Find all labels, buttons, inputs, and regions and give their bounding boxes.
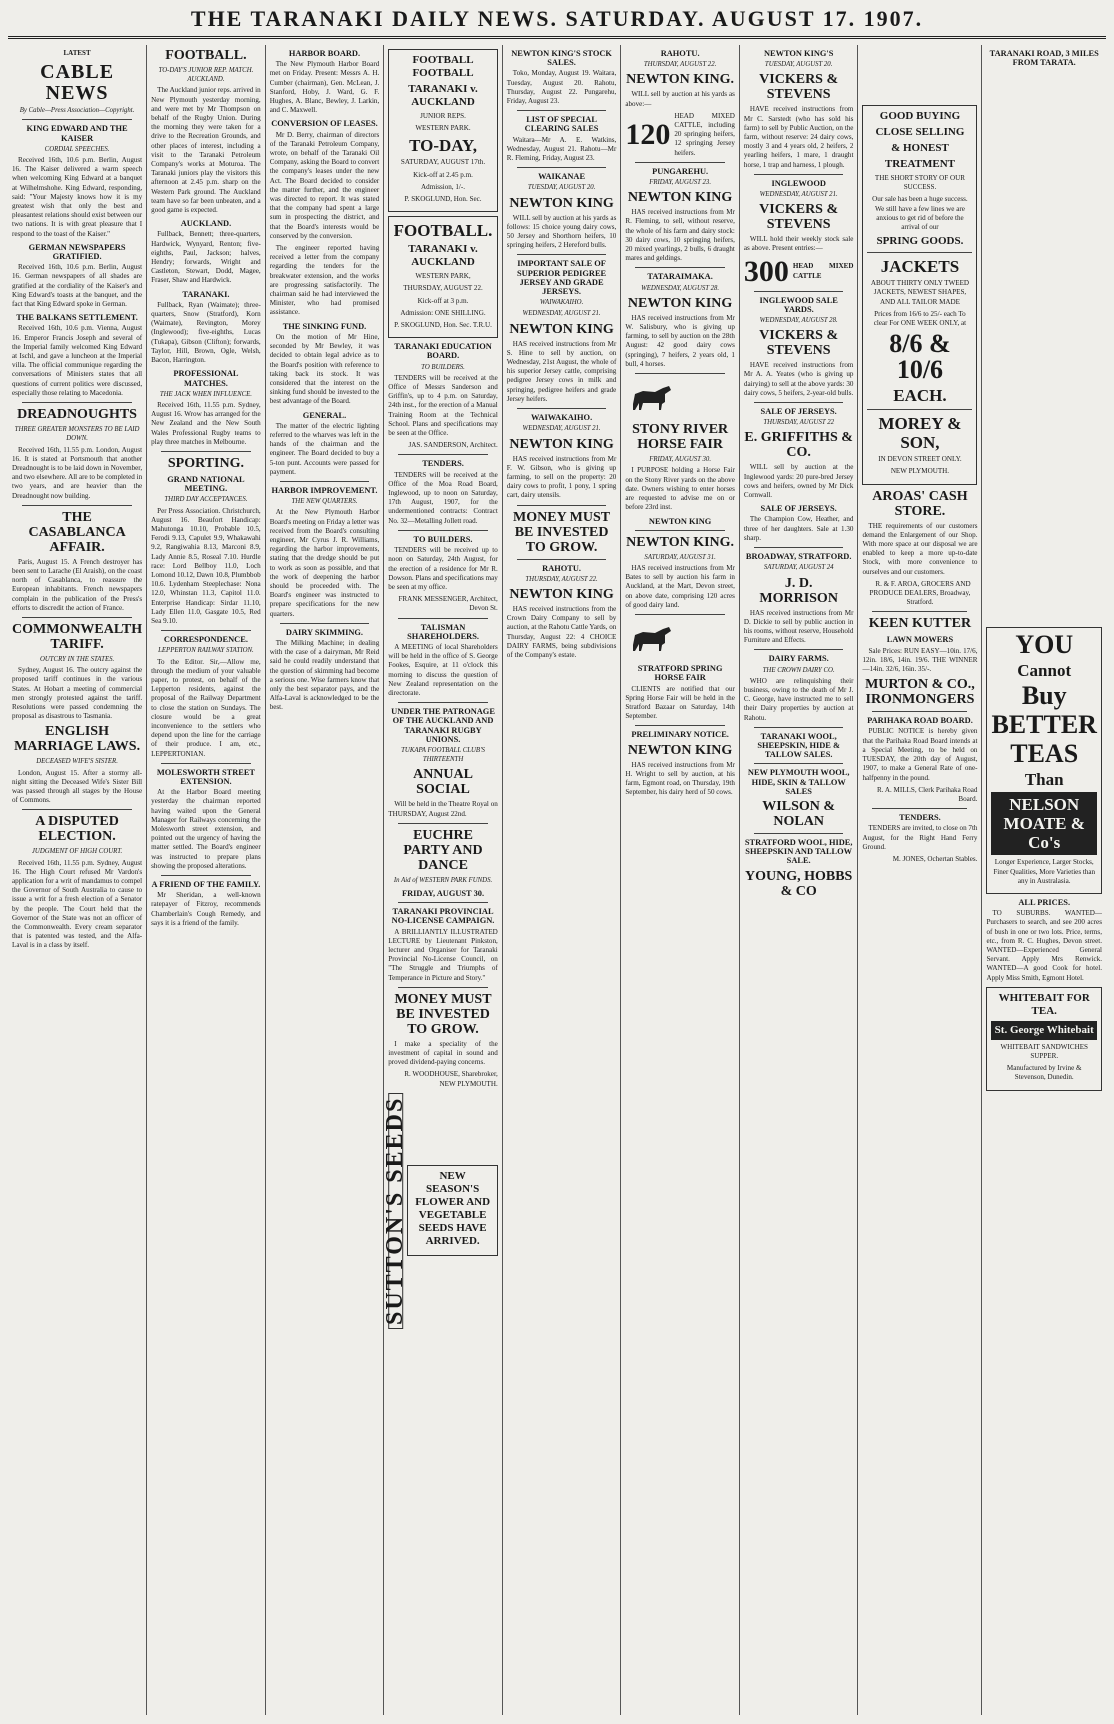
ad-text: WILL hold their weekly stock sale as above. Present entries:— — [743, 235, 854, 253]
ad-heading: TENDERS. — [422, 459, 464, 469]
subheadline: THE NEW QUARTERS. — [291, 498, 358, 506]
article-text: Received 16th, 11.55 p.m. Sydney, August 16. Wrow has arranged for the New Zealand and the New South Wales Professional Rugby teams to play three matches in Melbourne. — [151, 400, 261, 446]
divider — [517, 254, 607, 255]
ad-sign: M. JONES, Ochertan Stables. — [892, 854, 978, 863]
divider — [22, 505, 132, 506]
subheadline: DECEASED WIFE'S SISTER. — [36, 758, 118, 766]
ad-big-heading: AROAS' CASH STORE. — [872, 488, 968, 519]
column-6 — [621, 45, 740, 1715]
headline: HARBOR BOARD. — [288, 49, 361, 58]
auctioneer-name: NEWTON KING — [627, 190, 733, 206]
headline: A DISPUTED ELECTION. — [35, 814, 119, 845]
divider — [280, 481, 370, 482]
ad-line: Admission, 1/-. — [421, 182, 465, 191]
article-text: Paris, August 15. A French destroyer has been sent to Larache (El Araish), on the coast north of Casablanca, to reassure the European inhabitants. French newspapers complain in the publication of the Press's efforts to discredit the action of France. — [12, 557, 143, 612]
auctioneer-name: VICKERS & STEVENS — [759, 328, 839, 359]
article-text: The engineer reported having received a letter from the company regarding the tenders for the breakwater extension, and the works are progressing satisfactorily. The chairman said he had interviewed the Minister, who had promised assistance. — [269, 244, 380, 317]
ad-heading: NEW PLYMOUTH WOOL, HIDE, SKIN & TALLOW SALES — [747, 768, 850, 796]
article-text: Received 16th, 10.6 p.m. Vienna, August 16. Emperor Francis Joseph and several of the Imperial family welcomed King Edward at Ischl, and gave a luncheon at the Imperial villa. The official communique regarding the conversations of Ministers states that all questions of current politics were discussed, especially those relating to Macedonia. — [12, 324, 143, 397]
ad-heading: STRATFORD SPRING HORSE FAIR — [637, 664, 723, 683]
ad-heading: RAHOTU. — [660, 49, 700, 58]
cattle-count: 300 — [743, 254, 789, 288]
cattle-count-block — [625, 112, 735, 158]
headline: THE BALKANS SETTLEMENT. — [16, 313, 138, 323]
ad-heading: TENDERS. — [899, 813, 941, 823]
ad-heading: SALE OF JERSEYS. — [760, 504, 837, 514]
masthead: THE TARANAKI DAILY NEWS. SATURDAY. AUGUST 17. 1907. — [8, 6, 1106, 39]
article-text: Received 16th, 10.6 p.m. Berlin, August 16. The Kaiser delivered a warm speech when welcoming King Edward at a banquet at Wilhelmshohe. King Edward, responding, said: "Your Majesty knows how it is my greatest wish that only the best and pleasantest relations should exist between our two nations. It is with great pleasure that I respond to the toast of the Kaiser." — [12, 156, 143, 238]
article-text: To the Editor. Sir,—Allow me, through the medium of your valuable paper, to protest, on behalf of the Lepperton residents, against the proposal of the Railway Department to close the station on Sundays. The closure would be a great inconvenience to the settlers who depend upon the line for the carriage of their produce. I am, etc., LEPPERTONIAN. — [151, 657, 261, 758]
divider — [398, 618, 488, 619]
auctioneer-name: NEWTON KING — [509, 321, 614, 337]
divider — [635, 614, 725, 615]
ad-brand: St. George Whitebait — [991, 1021, 1097, 1040]
divider — [398, 702, 488, 703]
subheadline: AUCKLAND. — [180, 219, 232, 229]
ad-date: THURSDAY, AUGUST 22. — [525, 575, 598, 583]
subheadline: CONVERSION OF LEASES. — [271, 119, 378, 129]
ad-line: & HONEST — [891, 142, 949, 154]
divider — [754, 763, 844, 764]
ad-subheading: In Aid of WESTERN PARK FUNDS. — [393, 876, 493, 884]
auctioneer-name: NEWTON KING — [648, 516, 712, 526]
divider — [754, 174, 844, 175]
ad-line: TO-DAY, — [409, 136, 477, 156]
ad-heading: TO BUILDERS. — [413, 534, 473, 544]
ad-big-heading: MONEY MUST BE INVESTED TO GROW. — [394, 991, 492, 1037]
auctioneer-name: NEWTON KING — [509, 195, 614, 211]
headline: GERMAN NEWSPAPERS GRATIFIED. — [28, 242, 126, 262]
ad-line: GOOD BUYING — [879, 110, 961, 122]
auctioneer-name: NEWTON KING — [627, 742, 733, 758]
divider — [22, 617, 132, 618]
ad-line: Buy — [1021, 681, 1067, 711]
article-text: Fullback, Ryan (Waimate); three-quarters, Snow (Stratford), Korn (Waimate), Revington, Morey (Inglewood); five-eighths, Lucas (Tukapa), Gibson (Clifton); forwards, Taylor, Hill, Brown, Ogle, Welsh, Bacon, Harrington. — [151, 300, 261, 365]
ad-line: WHITEBAIT FOR TEA. — [998, 991, 1090, 1017]
ad-line: TARANAKI v. AUCKLAND — [408, 243, 478, 269]
ad-brand: MOREY & SON, — [878, 414, 962, 453]
ad-text: CLIENTS are notified that our Spring Horse Fair will be held in the Stratford Bazaar on Saturday, 14th September. — [625, 684, 735, 721]
article-text: The Auckland junior reps. arrived in New Plymouth yesterday morning, and were met by Mr Thompson on behalf of the Rugby Union. During the morning they were taken for a drive to the Recreation Grounds, and other places of interest, including a visit to the Taranaki Petroleum Company's works at Moturoa. The Taranaki juniors play the visitors this afternoon at 2.45 p.m. sharp on the Western Park ground. The Auckland team have so far been unbeaten, and a good game is expected. — [151, 86, 261, 215]
football-ad — [388, 49, 498, 212]
ad-text: WILL sell by auction at his yards as above:— — [625, 90, 735, 108]
divider — [398, 823, 488, 824]
ad-heading: DAIRY FARMS. — [768, 654, 829, 664]
ad-text: HAS received instructions from Mr S. Hine to sell by auction, on Wednesday, 21st August, the whole of his superior Jersey cattle, comprising pedigree Jersey cows in milk and springing, pedigree heifers and grade Jersey heifers. — [506, 339, 617, 403]
divider — [872, 711, 967, 712]
divider — [398, 987, 488, 988]
ad-heading: ALL PRICES. — [1018, 898, 1071, 908]
ad-heading: TARANAKI ROAD, 3 MILES FROM TARATA. — [989, 49, 1099, 68]
ad-text: The Champion Cow, Heather, and three of her daughters. Sale at 1.30 sharp. — [743, 515, 854, 542]
cattle-count-block — [743, 254, 854, 288]
columns — [8, 45, 1106, 1715]
ad-heading: UNDER THE PATRONAGE OF THE AUCKLAND AND TARANAKI RUGBY UNIONS. — [391, 707, 495, 744]
ad-date: THURSDAY, AUGUST 22 — [763, 419, 835, 427]
ad-text: HAS received instructions from the Crown Dairy Company to sell by auction, at the Rahotu Cattle Yards, on Thursday, August 22: 4 CHOICE DAIRY FARMS, being subdivisions of the Company's estate. — [506, 604, 617, 659]
seeds-ad — [382, 1093, 498, 1329]
ad-line: IN DEVON STREET ONLY. — [878, 455, 962, 464]
ad-heading: INGLEWOOD SALE YARDS. — [759, 295, 838, 314]
divider — [398, 902, 488, 903]
column-7 — [740, 45, 859, 1715]
divider — [867, 409, 972, 410]
ad-heading: NEWTON KING'S — [763, 49, 834, 58]
ad-line: CLOSE SELLING — [875, 126, 965, 138]
auctioneer-name: NEWTON KING. — [626, 72, 735, 88]
divider — [872, 808, 967, 809]
ad-subheading: LAWN MOWERS — [886, 635, 954, 645]
auctioneer-name: NEWTON KING — [509, 586, 614, 602]
article-text: At the Harbor Board meeting yesterday the chairman reported having waited upon the General Manager for Railways concerning the Molesworth street extension, and pointed out the urgency of having the matter settled. The Board's engineer was instructed to prepare plans showing the proposed alterations. — [151, 788, 261, 870]
ad-brand: MURTON & CO., IRONMONGERS — [865, 677, 975, 708]
ad-line: EACH. — [893, 386, 947, 406]
divider — [754, 727, 844, 728]
ad-line: TREATMENT — [884, 158, 955, 170]
auctioneer-name: J. D. MORRISON — [759, 575, 838, 606]
ad-text: Toko, Monday, August 19. Waitara, Tuesday, August 20. Rahotu, Thursday, August 22. Pungarehu, Friday, August 23. — [506, 69, 617, 106]
ad-line: TEAS — [1010, 739, 1079, 769]
ad-date: WEDNESDAY, AUGUST 28. — [759, 317, 838, 325]
seeds-ad-text: NEW SEASON'S FLOWER AND VEGETABLE SEEDS HAVE ARRIVED. — [415, 1170, 491, 1248]
ad-line: WESTERN PARK, — [415, 272, 471, 281]
ad-line: Kick-off at 2.45 p.m. — [413, 170, 473, 179]
article-text: Received 16th, 11.55 p.m. London, August 16. It is stated at Portsmouth that another Dreadnought is to be laid down in November, and two elsewhere. All are to be completed in two years, and are heavier than the Dreadnought now building. — [12, 445, 143, 500]
ad-heading: TALISMAN SHAREHOLDERS. — [407, 622, 479, 641]
subheadline: THE SINKING FUND. — [282, 321, 367, 331]
ad-heading: BROADWAY, STRATFORD. — [745, 552, 852, 562]
ad-line: Longer Experience, Larger Stocks, Finer Qualities, More Varieties than any in Australasia. — [993, 858, 1096, 885]
divider — [754, 547, 844, 548]
divider — [161, 763, 251, 764]
subheadline: PROFESSIONAL MATCHES. — [173, 369, 239, 388]
latest-label: LATEST — [63, 49, 91, 57]
article-text: London, August 15. After a stormy all-night sitting the Deceased Wife's Sister Bill was passed through all stages by the House of Commons. — [12, 768, 143, 805]
article-text: Received 16th, 10.6 p.m. Berlin, August 16. German newspapers of all shades are gratified at the cordiality of the Kaiser's and King Edward's toasts at the banquet, and the fact that King Edward spoke in German. — [12, 263, 143, 309]
auctioneer-name: VICKERS & STEVENS — [759, 202, 839, 233]
ad-line: JACKETS — [880, 257, 960, 277]
auctioneer-name: NEWTON KING. — [626, 534, 735, 550]
headline: COMMONWEALTH TARIFF. — [12, 621, 143, 652]
ad-date: FRIDAY, AUGUST 30. — [649, 456, 712, 464]
ad-heading: PUNGAREHU. — [652, 166, 709, 176]
divider — [517, 505, 607, 506]
auctioneer-name: YOUNG, HOBBS & CO — [744, 868, 853, 899]
ad-date: SATURDAY, AUGUST 31. — [644, 553, 716, 561]
ad-heading: TARANAKI WOOL, SHEEPSKIN, HIDE & TALLOW SALES. — [757, 731, 840, 760]
ad-line: BETTER — [991, 710, 1097, 740]
auctioneer-name: NEWTON KING — [509, 436, 614, 452]
ad-line: TARANAKI v. AUCKLAND — [408, 83, 478, 108]
column-4 — [384, 45, 503, 1715]
ad-sign: R. WOODHOUSE, Sharebroker, NEW PLYMOUTH. — [404, 1070, 498, 1088]
divider — [517, 110, 607, 111]
ad-heading: WAIKANAE — [538, 172, 586, 182]
divider — [867, 252, 972, 253]
ad-line: THE SHORT STORY OF OUR SUCCESS. — [874, 174, 965, 192]
divider — [161, 630, 251, 631]
ad-line: Than — [1024, 770, 1064, 790]
divider — [398, 454, 488, 455]
ad-text: TENDERS will be received up to noon on Saturday, 24th August, for the erection of a residence for Mr R. Dowson. Plans and specifications may be seen at my office. — [388, 546, 498, 591]
ad-big-heading: ANNUAL SOCIAL — [413, 767, 473, 798]
divider — [754, 402, 844, 403]
divider — [22, 809, 132, 810]
subheadline: THREE GREATER MONSTERS TO BE LAID DOWN. — [14, 426, 140, 443]
subheadline: THE JACK WHEN INFLUENCE. — [159, 390, 252, 398]
headline: DREADNOUGHTS — [17, 407, 137, 423]
headline: A FRIEND OF THE FAMILY. — [151, 880, 261, 890]
ad-line: ABOUT THIRTY ONLY TWEED JACKETS, NEWEST SHAPES, AND ALL TAILOR MADE — [870, 279, 970, 306]
ad-subheading: WAIWAKAIHO. — [539, 299, 584, 307]
divider — [398, 530, 488, 531]
ad-text: HAS received instructions from Mr H. Wright to sell by auction, at his farm, Egmont road, on Thursday, 19th September, his dairy herd of 50 cows. — [625, 760, 735, 797]
ad-date: WEDNESDAY, AUGUST 21. — [522, 310, 601, 318]
article-text: Mr D. Berry, chairman of directors of the Taranaki Petroleum Company, wrote, on behalf of the Taranaki Oil Company, asking the Board to convert the company's leases under the new Act. The Board decided to consider the matter further, and the engineer was directed to report. It was stated that the company had spent a large sum in prospecting the district, and that the Board's interests would be conserved by the conversion. — [269, 130, 380, 240]
ad-text: TENDERS are invited, to close on 7th August, for the Right Hand Ferry Ground. — [862, 824, 978, 851]
ad-text: I PURPOSE holding a Horse Fair on the Stony River yards on the above date. Owners wishing to enter horses are requested to advise me on or before 23rd inst. — [625, 466, 735, 512]
column-2 — [147, 45, 266, 1715]
divider — [517, 559, 607, 560]
ad-heading: STRATFORD WOOL, HIDE, SHEEPSKIN AND TALLOW SALE. — [744, 837, 853, 866]
ad-date: SATURDAY, AUGUST 24 — [763, 564, 834, 572]
ad-text: TENDERS will be received at the Office of the Moa Road Board, Inglewood, up to noon on Saturday, 17th August, 1907, for the undermentioned contracts: Contract No. 32—Metalling Jollett road. — [388, 470, 498, 525]
headline: SPORTING. — [167, 455, 244, 471]
headline: FOOTBALL. — [165, 48, 247, 63]
ad-text: Waitara—Mr A. E. Watkins, Wednesday, August 21. Rahotu—Mr R. Fleming, Friday, August 23. — [506, 135, 617, 163]
ad-date: THURSDAY, AUGUST 22. — [643, 61, 717, 69]
ad-date: FRIDAY, AUGUST 30. — [401, 888, 485, 898]
ad-big-heading: STONY RIVER HORSE FAIR — [632, 422, 729, 453]
subheadline: CORDIAL SPEECHES. — [44, 145, 110, 153]
ad-subheading: TO BUILDERS. — [421, 363, 465, 371]
ad-heading: PARIHAKA ROAD BOARD. — [867, 716, 973, 726]
horse-icon — [625, 382, 675, 412]
auctioneer-name: E. GRIFFITHS & CO. — [744, 430, 853, 461]
ad-sign: R. A. MILLS, Clerk Parihaka Road Board. — [876, 785, 978, 803]
divider — [635, 267, 725, 268]
divider — [635, 530, 725, 531]
subheadline: JUDGMENT OF HIGH COURT. — [31, 848, 123, 856]
article-text: At the New Plymouth Harbor Board's meeting on Friday a letter was received from the Board's consulting engineer, Mr Cyrus J. R. Williams, regarding the harbor improvements, stating that the dredge should be put to work as soon as possible, and that the work of deepening the harbor should be proceeded with. The Board's engineer was instructed to prepare specifications for the new quarters. — [269, 508, 380, 618]
ad-date: FRIDAY, AUGUST 23. — [649, 179, 712, 187]
cable-news-sub: By Cable—Press Association—Copyright. — [19, 107, 135, 115]
ad-line: JUNIOR REPS. — [420, 112, 466, 120]
ad-date: WEDNESDAY, AUGUST 21. — [759, 191, 838, 199]
subheadline: TO-DAY'S JUNIOR REP. MATCH. AUCKLAND. — [158, 67, 254, 84]
ad-text: HAS received instructions from Mr Bates to sell by auction his farm in Auckland, at the Mart, Devon street, on above date, comprising 120 acres of good dairy land. — [625, 563, 735, 609]
article-text: The Milking Machine; in dealing with the case of a dairyman, Mr Reid said he could readily understand that the question of skimming had become a serious one. Wise farmers know that only the best separator pays, and the Alfa-Laval is acknowledged to be the best. — [269, 638, 380, 712]
headline: HARBOR IMPROVEMENT. — [271, 485, 378, 495]
ad-heading: INGLEWOOD — [771, 178, 826, 188]
ad-big-heading: KEEN KUTTER — [868, 616, 972, 632]
subheadline: GRAND NATIONAL MEETING. — [167, 474, 245, 494]
tea-ad — [986, 627, 1102, 894]
ad-text: A BRILLIANTLY ILLUSTRATED LECTURE by Lieutenant Pinkston, lecturer and Organiser for Taranaki Provincial No-License Council, on "The Struggle and Triumphs of Temperance in Picture and Story." — [388, 927, 498, 982]
article-text: The New Plymouth Harbor Board met on Friday. Present: Messrs A. H. Cumber (chairman), Gen. McLean, J. Stanford, Hoby, J. Ward, G. F. Hughes, A. Blanc, Bewley, J. Larkin, and C. Maxwell. — [269, 60, 380, 115]
ad-text: PUBLIC NOTICE is hereby given that the Parihaka Road Board intends at a Special Meeting, to be held on TUESDAY, the 20th day of August, 1907, to make a General Rate of one-halfpenny in the pound. — [862, 727, 978, 782]
divider — [161, 451, 251, 452]
ad-text: WILL sell by auction at his yards as follows: 15 choice young dairy cows, 50 Jersey and Shorthorn heifers, 10 springing heifers, 2 Hereford bulls. — [506, 213, 617, 250]
headline: MOLESWORTH STREET EXTENSION. — [156, 767, 255, 787]
ad-text: A MEETING of local Shareholders will be held in the office of S. George Fookes, Esquire, at 11 o'clock this morning to discuss the question of New Zealand representation on the directorate. — [388, 642, 498, 697]
ad-line: SATURDAY, AUGUST 17th. — [400, 158, 486, 167]
ad-heading: FOOTBALL FOOTBALL — [412, 54, 474, 79]
subheadline: TARANAKI. — [182, 289, 230, 299]
ad-sign: R. & F. AROA, GROCERS AND PRODUCE DEALERS, Broadway, Stratford. — [869, 579, 971, 607]
article-text: The matter of the electric lighting referred to the wharves was left in the hands of the chairman and the engineer. The Board decided to buy a 5-ton punt. Accounts were passed for payment. — [269, 421, 380, 476]
ad-heading: IMPORTANT SALE OF SUPERIOR PEDIGREE JERSEY AND GRADE JERSEYS. — [517, 259, 607, 297]
ad-sign: FRANK MESSENGER, Architect, Devon St. — [398, 595, 498, 613]
divider — [754, 649, 844, 650]
ad-text: THE requirements of our customers demand the Enlargement of our Shop. With more space at our disposal we are enabled to keep a more up-to-date Stock, with more convenience to ourselves and our customers. — [862, 521, 978, 576]
ad-text: Will be held in the Theatre Royal on THURSDAY, August 22nd. — [388, 800, 498, 818]
ad-line: Cannot — [1017, 661, 1072, 681]
column-1 — [8, 45, 147, 1715]
headline: ENGLISH MARRIAGE LAWS. — [14, 724, 141, 755]
ad-line: WESTERN PARK. — [415, 124, 471, 133]
headline: THE CASABLANCA AFFAIR. — [28, 509, 126, 555]
ad-line: Our sale has been a huge success. We still have a few lines we are anxious to get rid of before the arrival of our — [872, 195, 968, 232]
ad-line: NEW PLYMOUTH. — [890, 467, 950, 476]
headline: KING EDWARD AND THE KAISER — [26, 124, 128, 143]
cable-news-title: CABLE NEWS — [40, 61, 115, 105]
auctioneer-name: NEWTON KING — [627, 295, 733, 311]
football-ad-2 — [388, 216, 498, 338]
seeds-ad-box — [407, 1165, 497, 1256]
divider — [517, 167, 607, 168]
ad-heading: LIST OF SPECIAL CLEARING SALES — [524, 115, 599, 134]
ad-text: HAS received instructions from Mr W. Salisbury, who is giving up farming, to sell by auction on the 28th August: 42 good dairy cows (springing), 7 heifers, 2 years old, 1 bull, 4 horses. — [625, 313, 735, 368]
ad-line: YOU — [1015, 630, 1074, 660]
subheadline: LEPPERTON RAILWAY STATION. — [158, 647, 254, 655]
ad-big-heading: MONEY MUST BE INVESTED TO GROW. — [513, 509, 611, 555]
ad-heading: RAHOTU. — [542, 563, 581, 573]
ad-line: Manufactured by Irvine & Stevenson, Dunedin. — [1006, 1064, 1082, 1082]
ad-sign: P. SKOGLUND, Hon. Sec. T.R.U. — [394, 321, 492, 330]
ad-heading: NEWTON KING'S STOCK SALES. — [511, 49, 612, 68]
divider — [22, 119, 132, 120]
divider — [161, 875, 251, 876]
ad-subheading: TUKAPA FOOTBALL CLUB'S THIRTEENTH — [401, 746, 485, 764]
whitebait-ad — [986, 987, 1102, 1091]
ad-text: I make a speciality of the investment of capital in sound and proved dividend-paying concerns. — [388, 1039, 498, 1067]
seeds-vertical-heading: SUTTON'S SEEDS — [388, 1093, 403, 1329]
ad-text: WILL sell by auction at the Inglewood yards: 20 pure-bred Jersey cows and heifers, owned by Mr Dick Cornwall. — [743, 463, 854, 500]
ad-line: SPRING GOODS. — [876, 235, 964, 248]
divider — [517, 408, 607, 409]
divider — [635, 162, 725, 163]
ad-heading: TATARAIMAKA. — [647, 272, 713, 282]
ad-big-heading: EUCHRE PARTY AND DANCE — [403, 827, 483, 873]
tea-brand: NELSON MOATE & Co's — [991, 792, 1097, 855]
subheadline: OUTCRY IN THE STATES. — [39, 655, 115, 663]
ad-sign: JAS. SANDERSON, Architect. — [408, 441, 498, 450]
ad-text: TO SUBURBS. WANTED—Purchasers to search, and see 200 acres of bush in one or two lots. Price, terms, etc., from R. C. Hughes, Devon street. WANTED—Experienced General Servant. Apply Mrs Renwick. WANTED—A good Cook for hotel. Apply Miss Smith, Egmont Hotel. — [986, 909, 1102, 982]
ad-heading: FOOTBALL. — [393, 221, 493, 241]
article-text: On the motion of Mr Hine, seconded by Mr Bewley, it was decided to obtain legal advice as to the Board's position with reference to taking back its stock. It was considered that the interest on the sinking fund should be invested to the best advantage of the Board. — [269, 332, 380, 406]
headline: DAIRY SKIMMING. — [285, 627, 364, 637]
ad-price: 8/6 & 10/6 — [889, 329, 951, 385]
ad-date: TUESDAY, AUGUST 20. — [527, 184, 596, 192]
subheadline: THIRD DAY ACCEPTANCES. — [164, 496, 248, 504]
ad-date: WEDNESDAY, AUGUST 28. — [641, 284, 720, 292]
article-text: Mr Sheridan, a well-known ratepayer of Fitzroy, recommends Chamberlain's Cough Remedy, and says it is a friend of the family. — [151, 891, 261, 927]
column-5 — [503, 45, 622, 1715]
ad-line: Admission: ONE SHILLING. — [400, 308, 486, 317]
ad-text: TENDERS will be received at the Office of Messrs Sanderson and Griffin's, up to 4 p.m. on Saturday, 24th inst., for the erection of a Manual Training Room at the Technical School. Plans and specifications may be seen at the Office. — [388, 373, 498, 438]
divider — [754, 833, 844, 834]
headline: CORRESPONDENCE. — [163, 635, 248, 645]
ad-text: WHO are relinquishing their business, owing to the death of Mr J. C. George, have instructed me to sell their Dairy properties by auction at Rahotu. — [743, 676, 854, 722]
ad-line: Kick-off at 3 p.m. — [417, 296, 469, 305]
ad-heading: TARANAKI PROVINCIAL NO-LICENSE CAMPAIGN. — [391, 907, 495, 926]
divider — [22, 402, 132, 403]
divider — [754, 291, 844, 292]
divider — [635, 373, 725, 374]
article-text: Per Press Association. Christchurch, August 16. Beaufort Handicap: Mahutonga 10.10, Probable 10.5, Ferodi 9.13, Capulet 9.9, Whakawahi 9.2, Rangiwahia 8.13, Marconi 8.9, Lady Annie 8.5, Roseal 7.10. Hurdle race: Lord Bellboy 11.0, Loch Lomond 10.12, Dawn 10.8, Plumbbob 10.6. Lydenham Steeplechase: Nona 12.0, Whinstan 11.3, Capitol 11.0. Enterprise Handicap: Sirdar 11.10, Lady Ellen 11.0, Gasgate 10.5, Red Sea 9.10. — [151, 506, 261, 625]
divider — [635, 725, 725, 726]
ad-text: HAS received instructions from Mr F. W. Gibson, who is giving up farming, to sell on the property: 20 dairy cows to profit, 1 pony, 1 spring cart, dairy utensils. — [506, 454, 617, 500]
divider — [872, 611, 967, 612]
column-8 — [858, 45, 982, 1715]
column-9 — [982, 45, 1106, 1715]
ad-text: HAVE received instructions from Mr C. Sarstedt (who has sold his farm) to sell by Public Auction, on the farm, without reserve: 24 dairy cows, mostly 3 and 4 years old, 2 heifers, 2 yearling heifers, 1 mare, 1 draught horse, 1 trap and harness, 1 plough. — [743, 105, 854, 169]
ad-heading: PRELIMINARY NOTICE. — [631, 730, 729, 740]
ad-subheading: THE CROWN DAIRY CO. — [762, 666, 835, 674]
article-text: Received 16th, 11.55 p.m. Sydney, August 16. The High Court refused Mr Vardon's application for a writ of mandamus to compel the Governor of South Australia to cause to issue a writ for a fresh election of a Senator by the people. The Court held that the Governor of the State was not an officer of the Commonwealth. Every cream separator that is patented was tested, and the Alfa-Laval is in a class by itself. — [12, 858, 143, 950]
ad-line: WHITEBAIT SANDWICHES SUPPER. — [1000, 1042, 1088, 1061]
horse-icon — [625, 623, 675, 653]
cattle-count: 120 — [625, 117, 671, 151]
ad-heading: SALE OF JERSEYS. — [760, 407, 837, 417]
morey-ad — [862, 105, 977, 485]
ad-text: HAS received instructions from Mr D. Dickie to sell by public auction in his rooms, without reserve, Household Furniture and Effects. — [743, 608, 854, 645]
ad-line: Prices from 16/6 to 25/- each To clear For ONE WEEK ONLY, at — [873, 309, 967, 328]
auctioneer-name: VICKERS & STEVENS — [759, 72, 839, 103]
ad-date: TUESDAY, AUGUST 20. — [764, 61, 833, 69]
ad-sign: P. SKOGLUND, Hon. Sec. — [404, 195, 482, 204]
auctioneer-name: WILSON & NOLAN — [762, 798, 836, 829]
ad-line: THURSDAY, AUGUST 22. — [403, 284, 483, 293]
article-text: Fullback, Bennett; three-quarters, Hardwick, Wynyard, Renton; five-eighths, Paul, Jackson; halves, Hendry; forwards, Wright and Castleton, Stewart, Dodd, Magee, Fraser, Shaw and Hardwick. — [151, 230, 261, 285]
divider — [280, 623, 370, 624]
article-text: Sydney, August 16. The outcry against the proposed tariff continues in the various States. At Hobart a meeting of commercial men strongly protested against the tariff. Resolutions were passed condemning the proposal as disastrous to Tasmania. — [12, 666, 143, 721]
subheadline: GENERAL. — [302, 410, 347, 420]
ad-text: Sale Prices: RUN EASY—10in. 17/6, 12in. 18/6, 14in. 19/6. THE WINNER—14in. 32/6, 16in. 35/-. — [862, 646, 978, 674]
column-3 — [266, 45, 385, 1715]
ad-date: WEDNESDAY, AUGUST 21. — [522, 425, 601, 433]
cattle-count-text: HEAD MIXED CATTLE — [792, 262, 854, 280]
cattle-count-text: HEAD MIXED CATTLE, including 20 springing heifers, 12 springing Jersey heifers. — [674, 111, 735, 157]
ad-text: HAVE received instructions from Mr A. A. Yeates (who is giving up dairying) to sell at the above yards: 30 dairy cows, 5 heifers, 2-year-old bulls. — [743, 361, 854, 397]
ad-text: HAS received instructions from Mr R. Fleming, to sell, without reserve, the whole of his farm and dairy stock: 30 dairy cows, 10 springing heifers, 20 mixed yearlings, 2 bulls, 6 draught mares and geldings. — [625, 208, 735, 263]
ad-heading: WAIWAKAIHO. — [530, 413, 593, 423]
ad-heading: TARANAKI EDUCATION BOARD. — [394, 342, 492, 361]
